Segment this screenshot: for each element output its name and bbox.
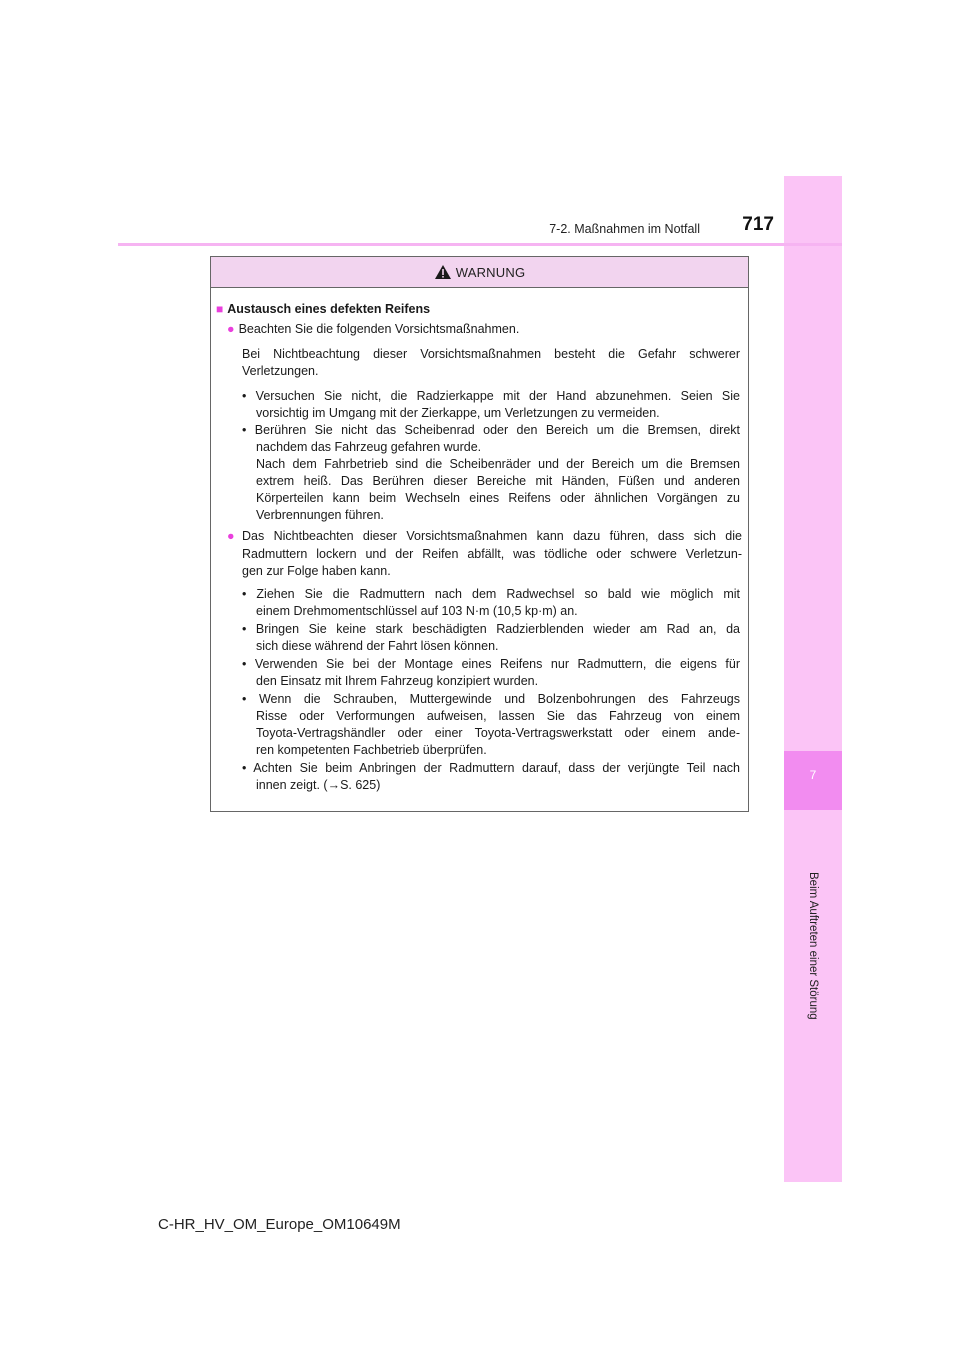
warning-label: WARNUNG xyxy=(455,264,526,280)
bullet-item: ● Beachten Sie die folgenden Vorsichtsmaßnahmen. xyxy=(227,322,520,336)
side-tab xyxy=(784,176,842,1182)
list-item-cont: Verbrennungen führen. xyxy=(256,508,384,522)
page-number: 717 xyxy=(742,214,774,235)
list-item: • Verwenden Sie bei der Montage eines Reifens nur Radmuttern, die eigens für xyxy=(242,657,740,671)
cross-reference-link[interactable]: innen zeigt. (→S. 625) xyxy=(256,778,381,792)
list-item-cont: den Einsatz mit Ihrem Fahrzeug konzipiert wurden. xyxy=(256,674,539,688)
paragraph-line: Bei Nichtbeachtung dieser Vorsichtsmaßnahmen besteht die Gefahr schwerer xyxy=(242,347,740,361)
circle-bullet-icon: ● xyxy=(227,529,235,543)
chapter-number: 7 xyxy=(809,768,817,782)
warning-header xyxy=(211,257,748,288)
list-item-cont: Toyota-Vertragshändler oder einer Toyota-Vertragswerkstatt oder einem ande- xyxy=(256,726,740,740)
list-item-cont: Nach dem Fahrbetrieb sind die Scheibenräder und der Bereich um die Bremsen xyxy=(256,457,740,471)
list-item: • Wenn die Schrauben, Muttergewinde und Bolzenbohrungen des Fahrzeugs xyxy=(242,692,740,706)
list-item: • Versuchen Sie nicht, die Radzierkappe mit der Hand abzunehmen. Seien Sie xyxy=(242,389,740,403)
list-item: • Bringen Sie keine stark beschädigten Radzierblenden wieder am Rad an, da xyxy=(242,622,740,636)
list-item-cont: ren kompetenten Fachbetrieb überprüfen. xyxy=(256,743,487,757)
list-item: • Ziehen Sie die Radmuttern nach dem Radwechsel so bald wie möglich mit xyxy=(242,587,740,601)
section-title: 7-2. Maßnahmen im Notfall xyxy=(549,222,700,236)
list-item-cont: Risse oder Verformungen aufweisen, lassen Sie das Fahrzeug von einem xyxy=(256,709,740,723)
list-item-cont: extrem heiß. Das Berühren dieser Bereiche mit Händen, Füßen und anderen xyxy=(256,474,740,488)
chapter-title: Beim Auftreten einer Störung xyxy=(807,872,819,1020)
list-item: • Berühren Sie nicht das Scheibenrad oder den Bereich um die Bremsen, direkt xyxy=(242,423,740,437)
paragraph-line: Radmuttern lockern und der Reifen abfällt, was tödliche oder schwere Verletzun- xyxy=(242,547,742,561)
list-item-cont: Körperteilen kann beim Wechseln eines Reifens oder ähnlichen Vorgängen zu xyxy=(256,491,740,505)
warning-triangle-icon xyxy=(434,264,452,280)
header-rule xyxy=(118,243,842,246)
paragraph-line: Verletzungen. xyxy=(242,364,319,378)
list-item-cont: sich diese während der Fahrt lösen können. xyxy=(256,639,499,653)
list-item-cont: einem Drehmomentschlüssel auf 103 N·m (10,5 kp·m) an. xyxy=(256,604,578,618)
square-bullet-icon: ■ xyxy=(216,302,224,316)
bullet-item: ● Das Nichtbeachten dieser Vorsichtsmaßnahmen kann dazu führen, dass sich die xyxy=(227,528,742,546)
warning-box xyxy=(210,256,749,812)
circle-bullet-icon: ● xyxy=(227,322,235,336)
list-item-cont: vorsichtig im Umgang mit der Zierkappe, um Verletzungen zu vermeiden. xyxy=(256,406,660,420)
document-code: C-HR_HV_OM_Europe_OM10649M xyxy=(158,1216,401,1233)
subheading: ■ Austausch eines defekten Reifens xyxy=(216,302,431,316)
list-item-cont: nachdem das Fahrzeug gefahren wurde. xyxy=(256,440,482,454)
list-item: • Achten Sie beim Anbringen der Radmuttern darauf, dass der verjüngte Teil nach xyxy=(242,761,740,775)
paragraph-line: gen zur Folge haben kann. xyxy=(242,564,391,578)
